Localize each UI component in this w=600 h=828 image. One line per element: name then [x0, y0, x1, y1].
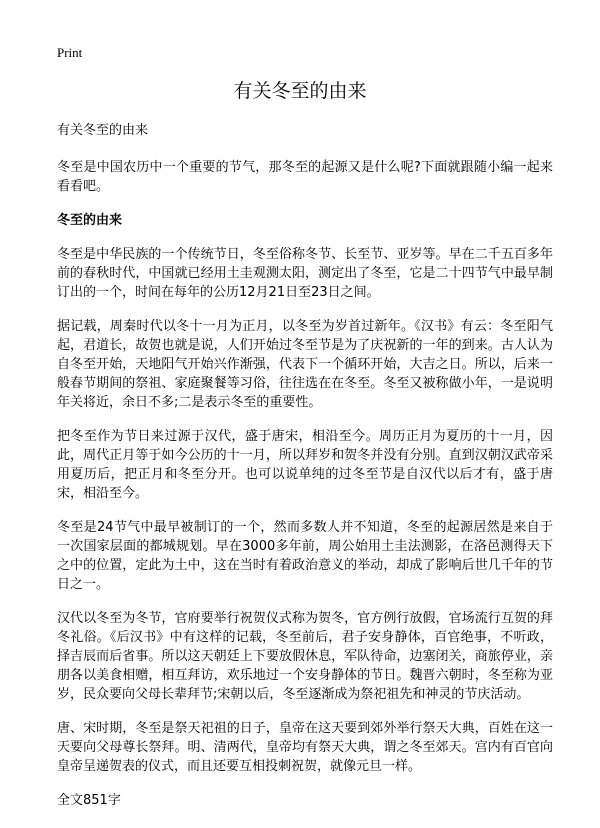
word-count: 全文851字	[57, 793, 121, 808]
intro-paragraph: 冬至是中国农历中一个重要的节气，那冬至的起源又是什么呢?下面就跟随小编一起来看看吧。	[57, 160, 553, 194]
body-paragraph: 冬至是中华民族的一个传统节日，冬至俗称冬节、长至节、亚岁等。早在二千五百多年前的春秋时代，中国就已经用土圭观测太阳，测定出了冬至，它是二十四节气中最早制订出的一个，时间在每年的公历12月21日至23日之间。	[57, 247, 553, 300]
body-paragraph: 唐、宋时期，冬至是祭天祀祖的日子，皇帝在这天要到郊外举行祭天大典，百姓在这一天要向父母尊长祭拜。明、清两代，皇帝均有祭天大典，谓之冬至郊天。宫内有百官向皇帝呈递贺表的仪式，而且还要互相投刺祝贺，就像元旦一样。	[57, 721, 553, 774]
article-content	[57, 121, 553, 825]
body-paragraph: 据记载，周秦时代以冬十一月为正月，以冬至为岁首过新年。《汉书》有云：冬至阳气起，君道长，故贺也就是说，人们开始过冬至节是为了庆祝新的一年的到来。古人认为自冬至开始，天地阳气开始兴作渐强，代表下一个循环开始，大吉之日。所以，后来一般春节期间的祭祖、家庭聚餐等习俗，往往选在在冬至。冬至又被称做小年，一是说明年关将近，余日不多;二是表示冬至的重要性。	[57, 319, 553, 410]
article-subtitle: 有关冬至的由来	[57, 123, 149, 138]
body-paragraph: 冬至是24节气中最早被制订的一个，然而多数人并不知道，冬至的起源居然是来自于一次国家层面的都城规划。早在3000多年前，周公始用土圭法测影，在洛邑测得天下之中的位置，定此为土中，这在当时有着政治意义的举动，却成了影响后世几千年的节日之一。	[57, 520, 553, 592]
section-heading: 冬至的由来	[57, 213, 123, 228]
body-paragraph: 把冬至作为节日来过源于汉代，盛于唐宋，相沿至今。周历正月为夏历的十一月，因此，周代正月等于如今公历的十一月，所以拜岁和贺冬并没有分别。直到汉朝汉武帝采用夏历后，把正月和冬至分开。也可以说单纯的过冬至节是自汉代以后才有，盛于唐宋，相沿至今。	[57, 429, 553, 501]
page-title: 有关冬至的由来	[233, 80, 367, 102]
body-paragraph: 汉代以冬至为冬节，官府要举行祝贺仪式称为贺冬，官方例行放假，官场流行互贺的拜冬礼俗。《后汉书》中有这样的记载，冬至前后，君子安身静体，百官绝事，不听政，择吉辰而后省事。所以这天朝廷上下要放假休息，军队待命，边塞闭关，商旅停业，亲朋各以美食相赠，相互拜访，欢乐地过一个安身静体的节日。魏晋六朝时，冬至称为亚岁，民众要向父母长辈拜节;宋朝以后，冬至逐渐成为祭祀祖先和神灵的节庆活动。	[57, 611, 553, 702]
print-link[interactable]: Print	[57, 45, 83, 60]
